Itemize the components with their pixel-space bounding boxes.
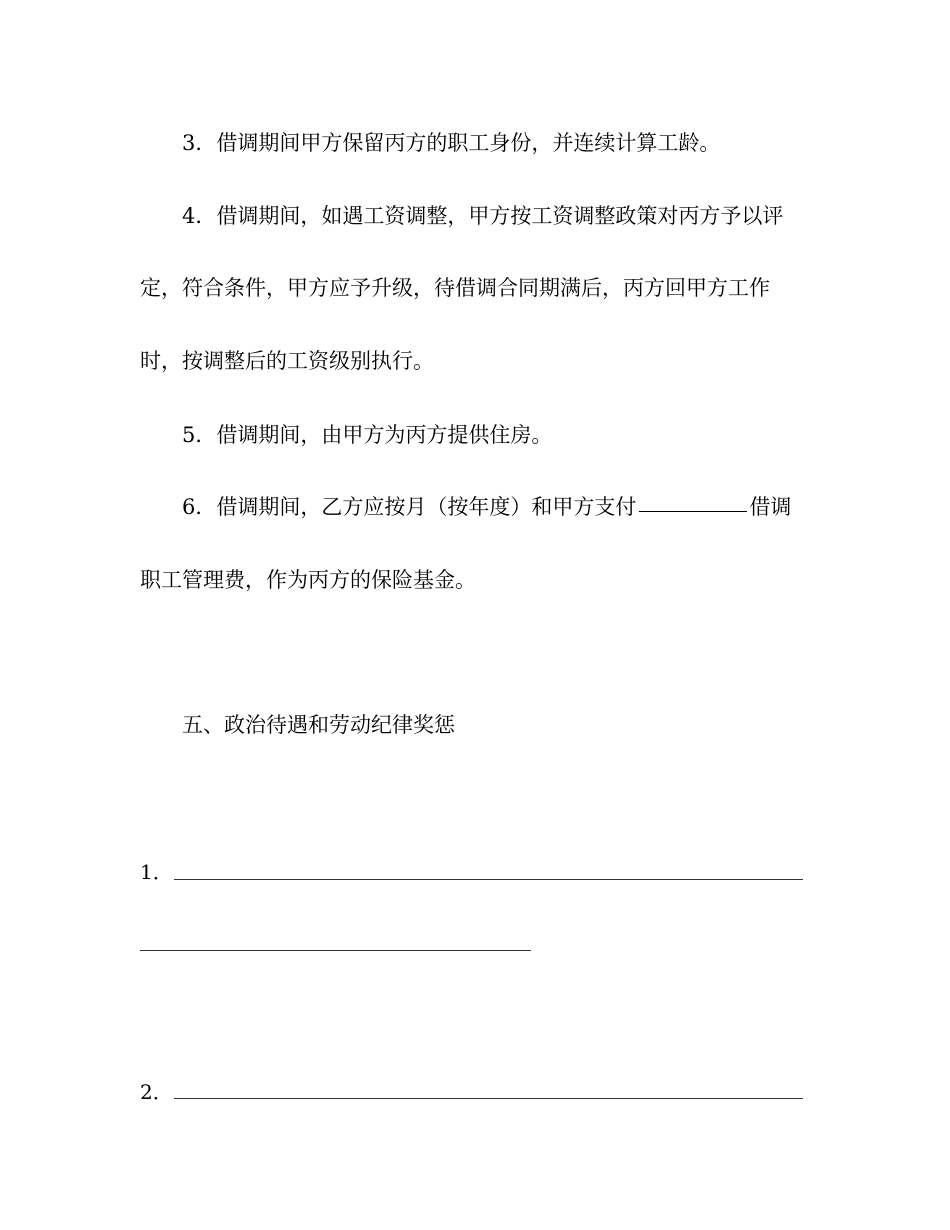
fee-amount-blank [639,510,747,512]
item-1-label: 1． [140,860,173,884]
clause-6-text-after-blank: 借调 [749,495,792,519]
clause-5: 5．借调期间，由甲方为丙方提供住房。 [182,423,553,447]
clause-4-line-1: 4．借调期间，如遇工资调整，甲方按工资调整政策对丙方予以评 [182,204,784,228]
item-1-blank-line-1 [174,879,803,880]
clause-6-line-2: 职工管理费，作为丙方的保险基金。 [140,568,476,592]
clause-6-text-before-blank: 6．借调期间，乙方应按月（按年度）和甲方支付 [182,495,637,519]
item-2-blank-line-1 [174,1098,803,1099]
clause-3: 3．借调期间甲方保留丙方的职工身份，并连续计算工龄。 [182,131,721,155]
section-heading: 五、政治待遇和劳动纪律奖惩 [182,713,455,737]
clause-4-line-2: 定，符合条件，甲方应予升级，待借调合同期满后，丙方回甲方工作 [140,276,770,300]
item-1-blank-line-2 [140,950,531,951]
clause-4-line-3: 时，按调整后的工资级别执行。 [140,349,434,373]
item-2-label: 2． [140,1080,173,1104]
clause-6-line-1 [182,492,805,522]
